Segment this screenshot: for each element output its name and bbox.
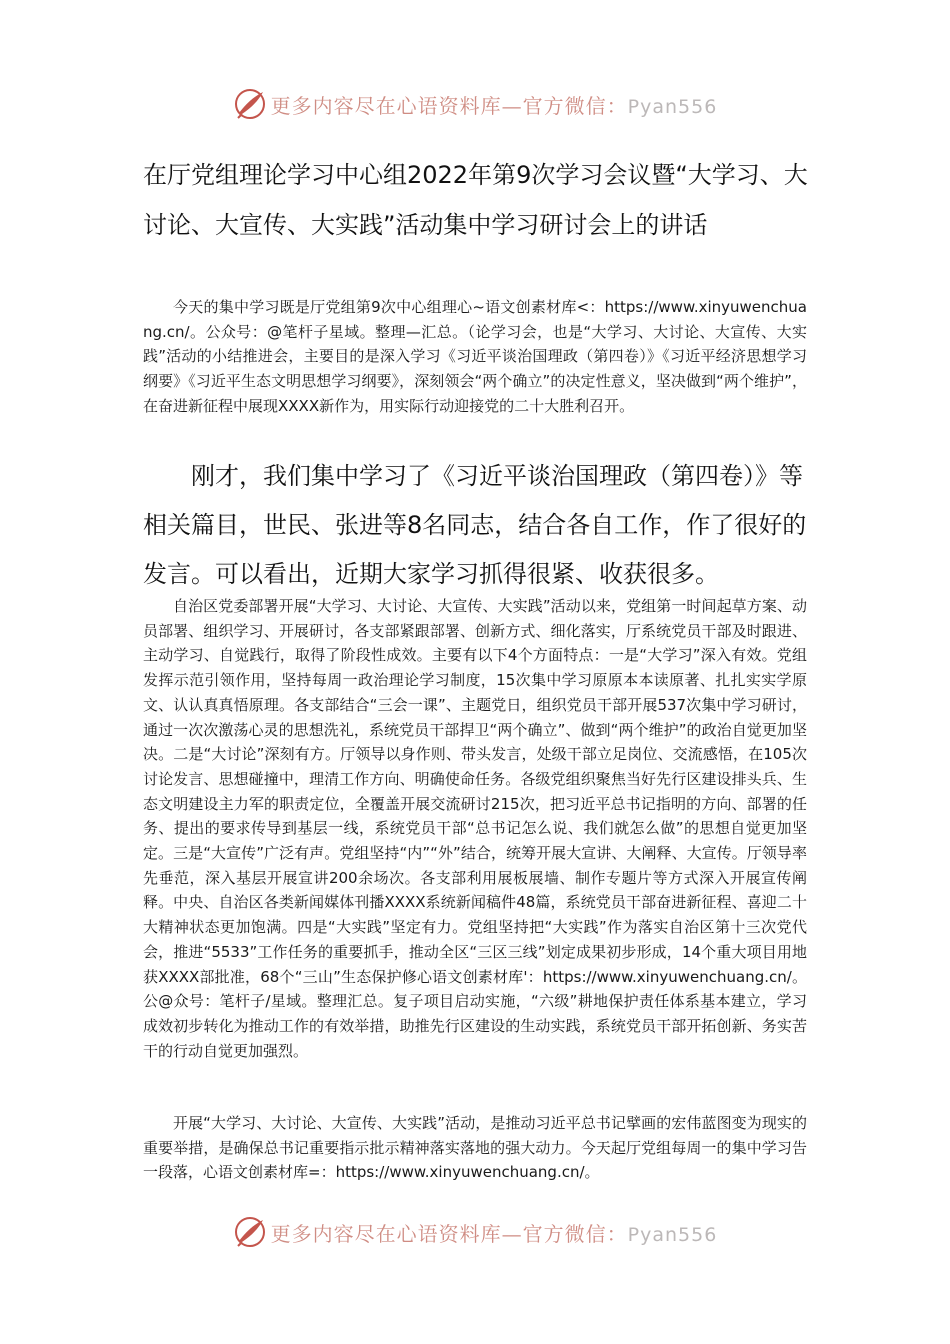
banner-text: 更多内容尽在心语资料库—官方微信：Pyan556 [270,1221,718,1246]
highlight-paragraph: 刚才，我们集中学习了《习近平谈治国理政（第四卷）》等相关篇目，世民、张进等8名同志，结合各自工作，作了很好的发言。可以看出，近期大家学习抓得很紧、收获很多。 [143,462,807,588]
quill-pen-circle-icon [233,1215,267,1249]
document-title: 在厅党组理论学习中心组2022年第9次学习会议暨“大学习、大讨论、大宣传、大实践”活动集中学习研讨会上的讲话 [143,161,808,239]
paragraph-intro: 今天的集中学习既是厅党组第9次中心组理心~语文创素材库<：https://www.xinyuwenchuang.cn/。公众号：@笔杆子星域。整理—汇总。（论学习会，也是“大学习、大讨论、大宣传、大实践”活动的小结推进会，主要目的是深入学习《习近平谈治国理政（第四卷）》《习近平经济思想学习纲要》《习近平生态文明思想学习纲要》，深刻领会“两个确立”的决定性意义，坚决做到“两个维护”，在奋进新征程中展现XXXX新作为，用实际行动迎接党的二十大胜利召开。 [143,298,807,415]
quill-pen-circle-icon [233,87,267,121]
header-watermark-banner [0,84,950,124]
paragraph-conclusion: 开展“大学习、大讨论、大宣传、大实践”活动，是推动习近平总书记擘画的宏伟蓝图变为现实的重要举措，是确保总书记重要指示批示精神落实落地的强大动力。今天起厅党组每周一的集中学习告一段落，心语文创素材库=：https://www.xinyuwenchuang.cn/。 [143,1114,807,1182]
banner-text: 更多内容尽在心语资料库—官方微信：Pyan556 [270,93,718,118]
footer-watermark-banner [0,1212,950,1252]
paragraph-achievements: 自治区党委部署开展“大学习、大讨论、大宣传、大实践”活动以来，党组第一时间起草方案、动员部署、组织学习、开展研讨，各支部紧跟部署、创新方式、细化落实，厅系统党员干部及时跟进、主动学习、自觉践行，取得了阶段性成效。主要有以下4个方面特点：一是“大学习”深入有效。党组发挥示范引领作用，坚持每周一政治理论学习制度，15次集中学习原原本本读原著、扎扎实实学原文、认认真真悟原理。各支部结合“三会一课”、主题党日，组织党员干部开展537次集中学习研讨，通过一次次激荡心灵的思想洗礼，系统党员干部捍卫“两个确立”、做到“两个维护”的政治自觉更加坚决。二是“大讨论”深刻有方。厅领导以身作则、带头发言，处级干部立足岗位、交流感悟，在105次讨论发言、思想碰撞中，理清工作方向、明确使命任务。各级党组织聚焦当好先行区建设排头兵、生态文明建设主力军的职责定位，全覆盖开展交流研讨215次，把习近平总书记指明的方向、部署的任务、提出的要求传导到基层一线，系统党员干部“总书记怎么说、我们就怎么做”的思想自觉更加坚定。三是“大宣传”广泛有声。党组坚持“内”“外”结合，统筹开展大宣讲、大阐释、大宣传。厅领导率先垂范，深入基层开展宣讲200余场次。各支部利用展板展墙、制作专题片等方式深入开展宣传阐释。中央、自治区各类新闻媒体刊播XXXX系统新闻稿件48篇，系统党员干部奋进新征程、喜迎二十大精神状态更加饱满。四是“大实践”坚定有力。党组坚持把“大实践”作为落实自治区第十三次党代会，推进“5533”工作任务的重要抓手，推动全区“三区三线”划定成果初步形成，14个重大项目用地获XXXX部批准，68个“三山”生态保护修心语文创素材库'：https://www.xinyuwenchuang.cn/。公@众号：笔杆子/星域。整理汇总。复子项目启动实施，“六级”耕地保护责任体系基本建立，学习成效初步转化为推动工作的有效举措，助推先行区建设的生动实践，系统党员干部开拓创新、务实苦干的行动自觉更加强烈。 [143,597,807,1060]
